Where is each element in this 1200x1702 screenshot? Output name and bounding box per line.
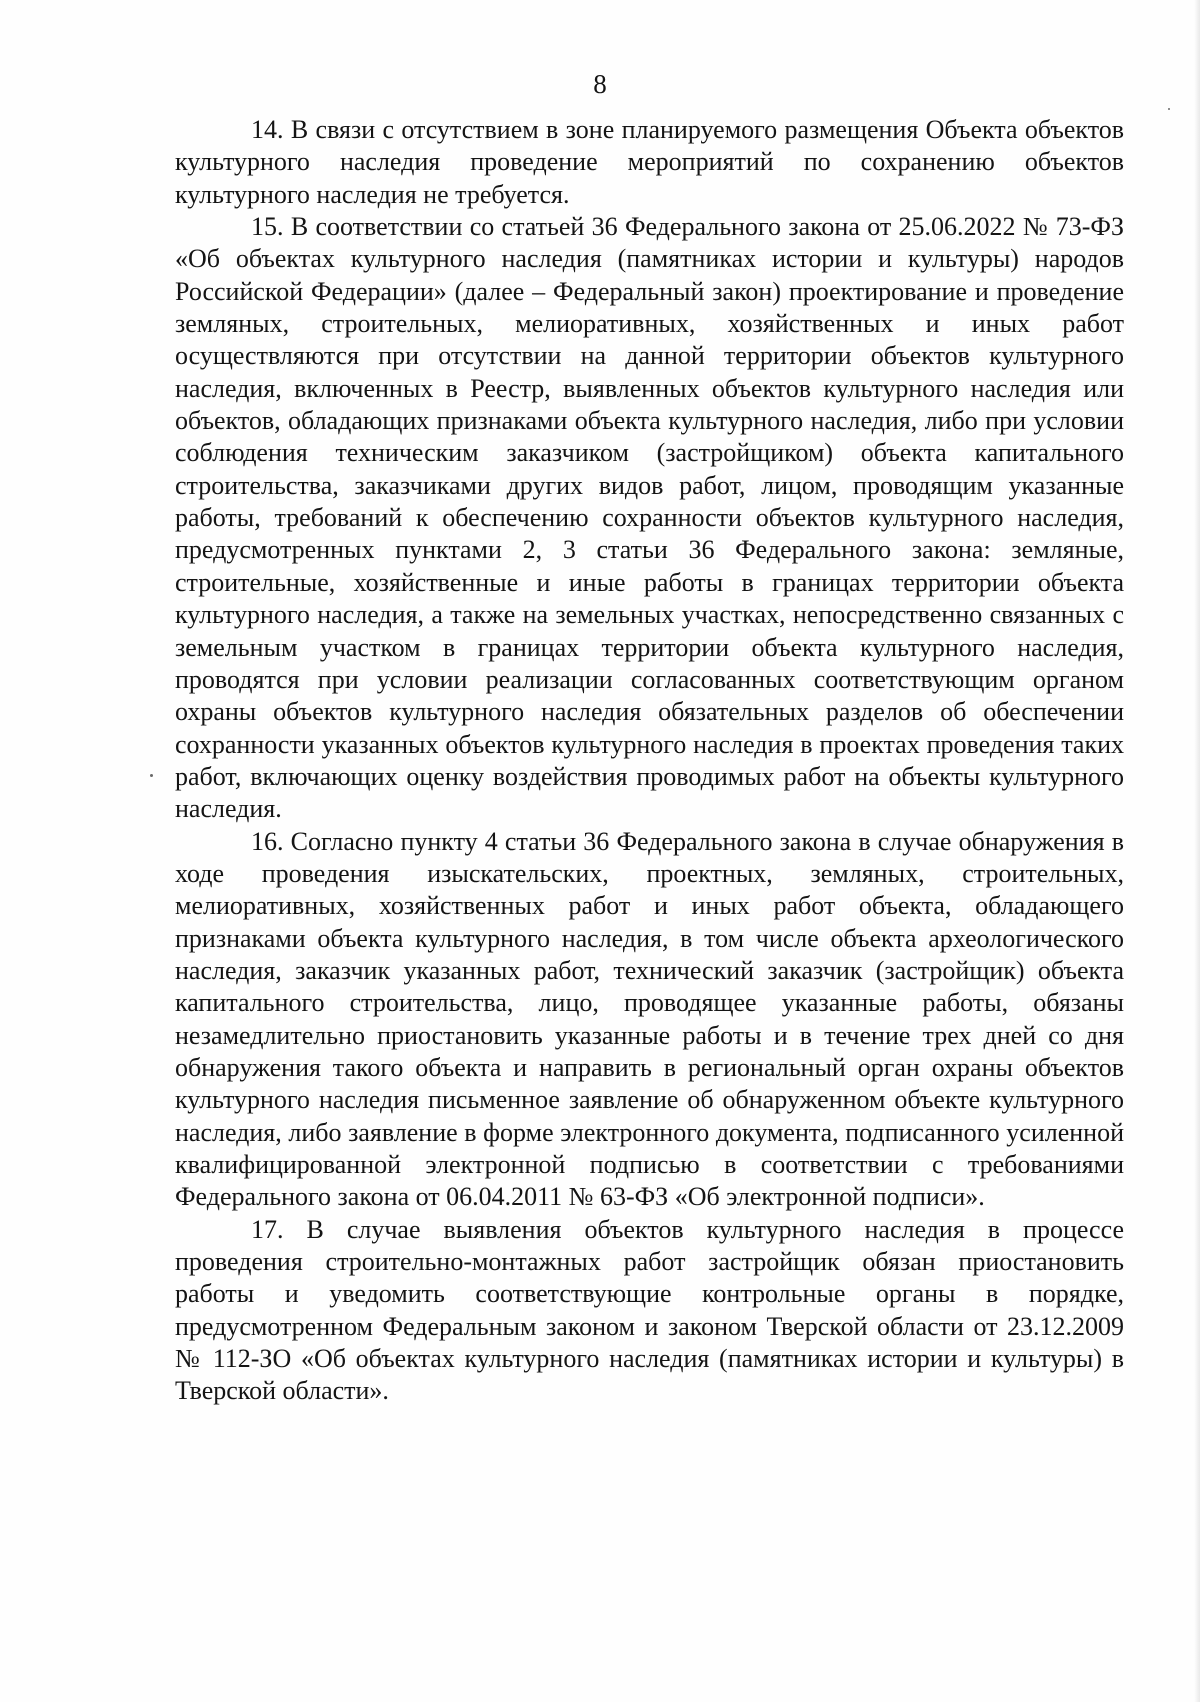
paragraph-15: 15. В соответствии со статьей 36 Федерального закона от 25.06.2022 № 73-ФЗ «Об объектах культурного наследия (памятниках истории и культуры) народов Российской Федерации» (далее – Федеральный закон) проектирование и проведение земляных, строительных, мелиоративных, хозяйственных и иных работ осуществляются при отсутствии на данной территории объектов культурного наследия, включенных в Реестр, выявленных объектов культурного наследия или объектов, обладающих признаками объекта культурного наследия, либо при условии соблюдения техническим заказчиком (застройщиком) объекта капитального строительства, заказчиками других видов работ, лицом, проводящим указанные работы, требований к обеспечению сохранности объектов культурного наследия, предусмотренных пунктами 2, 3 статьи 36 Федерального закона: земляные, строительные, хозяйственные и иные работы в границах территории объекта культурного наследия, а также на земельных участках, непосредственно связанных с земельным участком в границах территории объекта культурного наследия, проводятся при условии реализации согласованных соответствующим органом охраны объектов культурного наследия обязательных разделов об обеспечении сохранности указанных объектов культурного наследия в проектах проведения таких работ, включающих оценку воздействия проводимых работ на объекты культурного наследия. <box>175 212 1124 824</box>
document-body <box>175 114 1124 1408</box>
paragraph-14: 14. В связи с отсутствием в зоне планируемого размещения Объекта объектов культурного наследия проведение мероприятий по сохранению объектов культурного наследия не требуется. <box>175 115 1124 209</box>
paragraph-16: 16. Согласно пункту 4 статьи 36 Федерального закона в случае обнаружения в ходе проведения изыскательских, проектных, земляных, строительных, мелиоративных, хозяйственных работ и иных работ объекта, обладающего признаками объекта культурного наследия, в том числе объекта археологического наследия, заказчик указанных работ, технический заказчик (застройщик) объекта капитального строительства, лицо, проводящее указанные работы, обязаны незамедлительно приостановить указанные работы и в течение трех дней со дня обнаружения такого объекта и направить в региональный орган охраны объектов культурного наследия письменное заявление об обнаруженном объекте культурного наследия, либо заявление в форме электронного документа, подписанного усиленной квалифицированной электронной подписью в соответствии с требованиями Федерального закона от 06.04.2011 № 63-ФЗ «Об электронной подписи». <box>175 826 1124 1212</box>
scan-speck <box>1168 108 1170 110</box>
page-number: 8 <box>593 69 607 99</box>
paragraph-17: 17. В случае выявления объектов культурного наследия в процессе проведения строительно-монтажных работ застройщик обязан приостановить работы и уведомить соответствующие контрольные органы в порядке, предусмотренном Федеральным законом и законом Тверской области от 23.12.2009 № 112-ЗО «Об объектах культурного наследия (памятниках истории и культуры) в Тверской области». <box>175 1214 1124 1406</box>
scan-speck <box>150 774 153 777</box>
scan-edge-shadow <box>1194 0 1200 1702</box>
